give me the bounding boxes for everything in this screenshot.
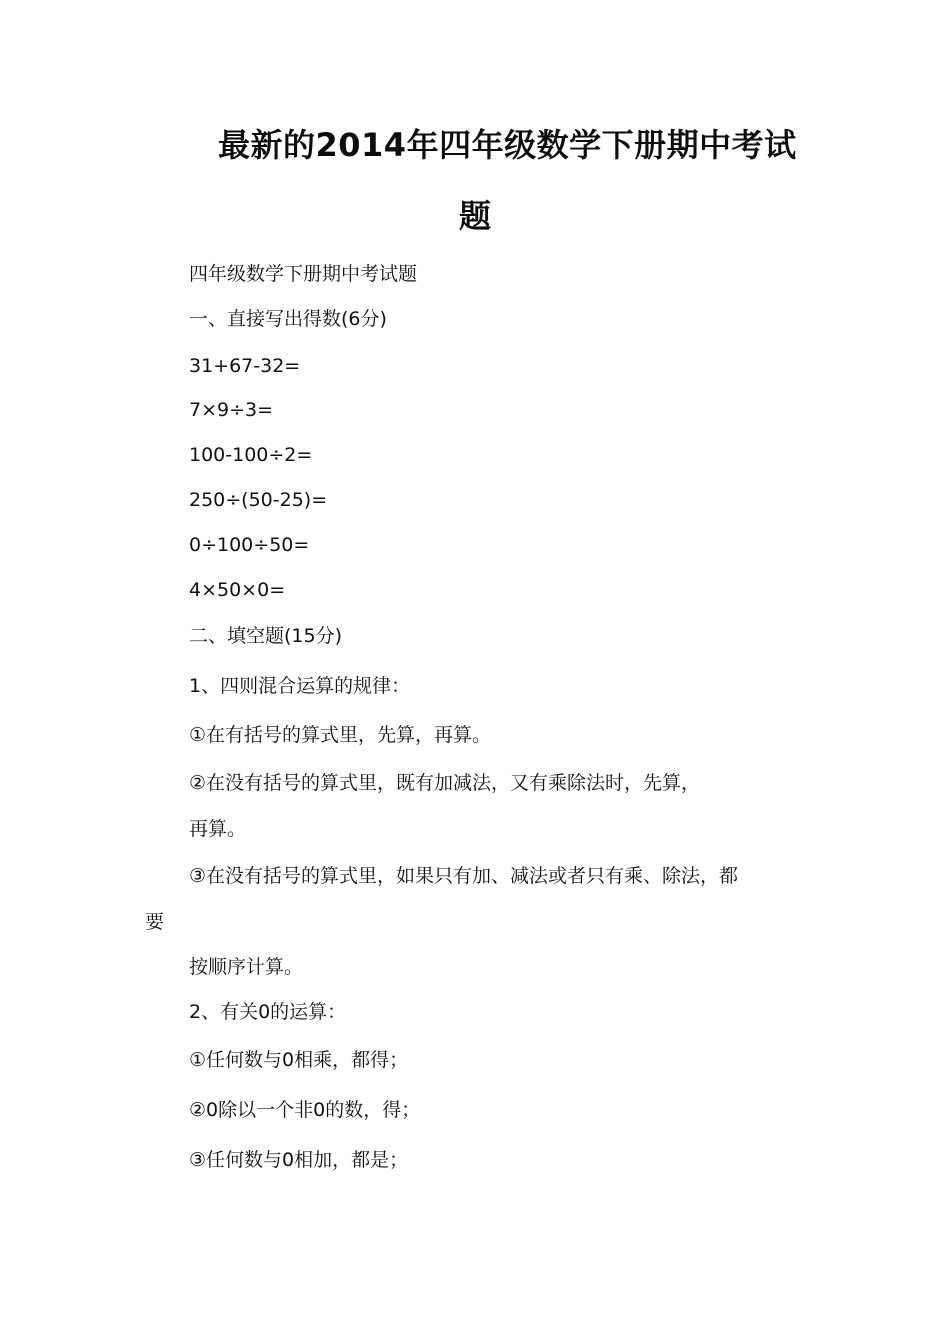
problem-4: 250÷(50-25)= — [189, 489, 328, 511]
problem-6: 4×50×0= — [189, 579, 286, 601]
document-title-line-2: 题 — [459, 197, 492, 235]
problem-1: 31+67-32= — [189, 355, 301, 377]
q2-item-2: ②0除以一个非0的数，得； — [189, 1099, 421, 1121]
q1-item-1: ①在有括号的算式里，先算，再算。 — [189, 724, 492, 746]
q1-item-2-line-2: 再算。 — [189, 818, 247, 840]
section-2-heading: 二、填空题(15分) — [189, 625, 343, 647]
q2-item-1: ①任何数与0相乘，都得； — [189, 1049, 409, 1071]
section-1-heading: 一、直接写出得数(6分) — [189, 308, 387, 330]
problem-5: 0÷100÷50= — [189, 534, 310, 556]
problem-2: 7×9÷3= — [189, 399, 274, 421]
document-subtitle: 四年级数学下册期中考试题 — [189, 263, 418, 285]
q1-item-2-line-1: ②在没有括号的算式里，既有加减法，又有乘除法时，先算， — [189, 772, 701, 794]
document-title-line-1: 最新的2014年四年级数学下册期中考试 — [218, 126, 797, 164]
q2-item-3: ③任何数与0相加，都是； — [189, 1149, 409, 1171]
q1-item-3-line-1: ③在没有括号的算式里，如果只有加、减法或者只有乘、除法，都 — [189, 865, 739, 887]
q1-item-3-line-2: 要 — [145, 911, 165, 933]
q2-heading: 2、有关0的运算： — [189, 1001, 347, 1023]
q1-item-3-line-3: 按顺序计算。 — [189, 956, 304, 978]
problem-3: 100-100÷2= — [189, 444, 313, 466]
q1-heading: 1、四则混合运算的规律： — [189, 675, 411, 697]
